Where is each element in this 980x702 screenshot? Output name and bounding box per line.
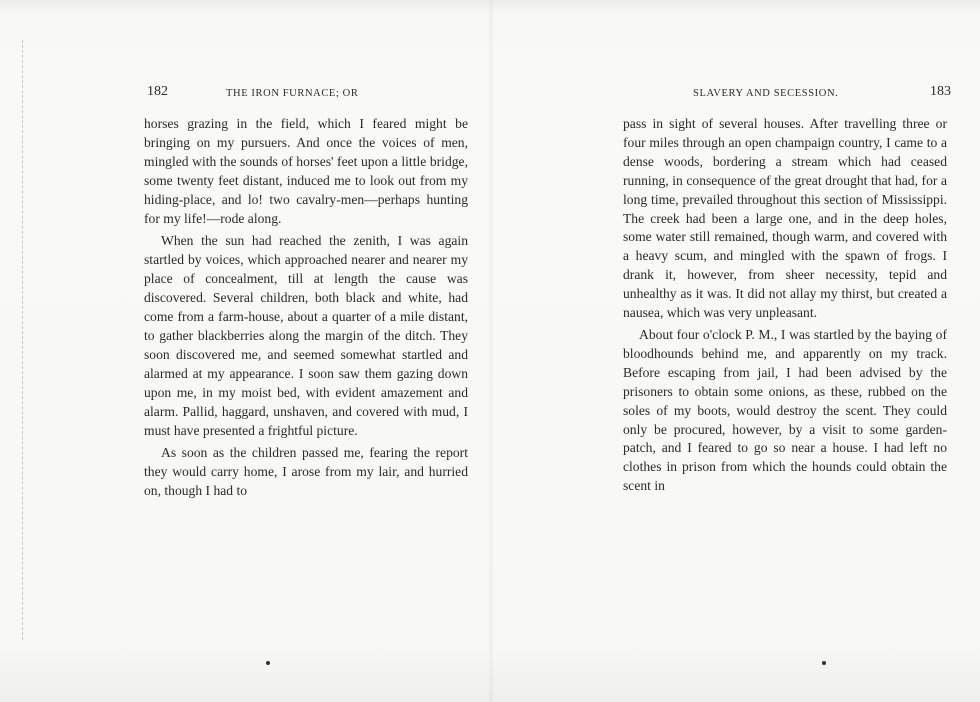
book-gutter [488, 0, 494, 702]
left-paragraph-3: As soon as the children passed me, fearing the report they would carry home, I arose from my lair, and hurried on, though I had to [144, 445, 468, 499]
ink-speck [822, 661, 826, 665]
page-edge [22, 40, 41, 640]
left-page-body [144, 115, 468, 501]
ink-speck [266, 661, 270, 665]
right-page-header [623, 84, 951, 104]
left-page-header [144, 84, 468, 104]
left-page-number: 182 [147, 84, 168, 99]
right-page-body [623, 115, 947, 496]
right-paragraph-1: pass in sight of several houses. After travelling three or four miles through an open champaign country, I came to a dense woods, bordering a stream which had ceased running, in consequence of the great drought that had, for a long time, prevailed throughout this section of Mississippi. The creek had been a large one, and in the deep holes, some water still remained, though warm, and covered with a heavy scum, and mingled with the spawn of frogs. I drank it, however, from sheer necessity, tepid and unhealthy as it was. It did not allay my thirst, but created a nausea, which was very unpleasant. [623, 116, 947, 321]
right-page-number: 183 [930, 84, 951, 99]
right-running-head: SLAVERY AND SECESSION. [693, 88, 839, 99]
left-paragraph-1: horses grazing in the field, which I feared might be bringing on my pursuers. And once the voices of men, mingled with the sounds of horses' feet upon a little bridge, some twenty feet distant, induced me to look out from my hiding-place, and lo! two cavalry-men—perhaps hunting for my life!—rode along. [144, 116, 468, 226]
right-page [623, 84, 951, 496]
left-running-head: THE IRON FURNACE; OR [226, 88, 359, 99]
left-paragraph-2: When the sun had reached the zenith, I was again startled by voices, which approached nearer and nearer my place of concealment, till at length the cause was discovered. Several children, both black and white, had come from a farm-house, about a quarter of a mile distant, to gather blackberries along the margin of the ditch. They soon discovered me, and seemed somewhat startled and alarmed at my appearance. I soon saw them gazing down upon me, in my moist bed, with evident amazement and alarm. Pallid, haggard, unshaven, and covered with mud, I must have presented a frightful picture. [144, 233, 468, 438]
right-paragraph-2: About four o'clock P. M., I was startled by the baying of bloodhounds behind me, and apparently on my track. Before escaping from jail, I had been advised by the prisoners to obtain some onions, as these, rubbed on the soles of my boots, would destroy the scent. They could only be procured, however, by a visit to some garden-patch, and I feared to go so near a house. I had left no clothes in prison from which the hounds could obtain the scent in [623, 326, 947, 494]
left-page [144, 84, 468, 501]
